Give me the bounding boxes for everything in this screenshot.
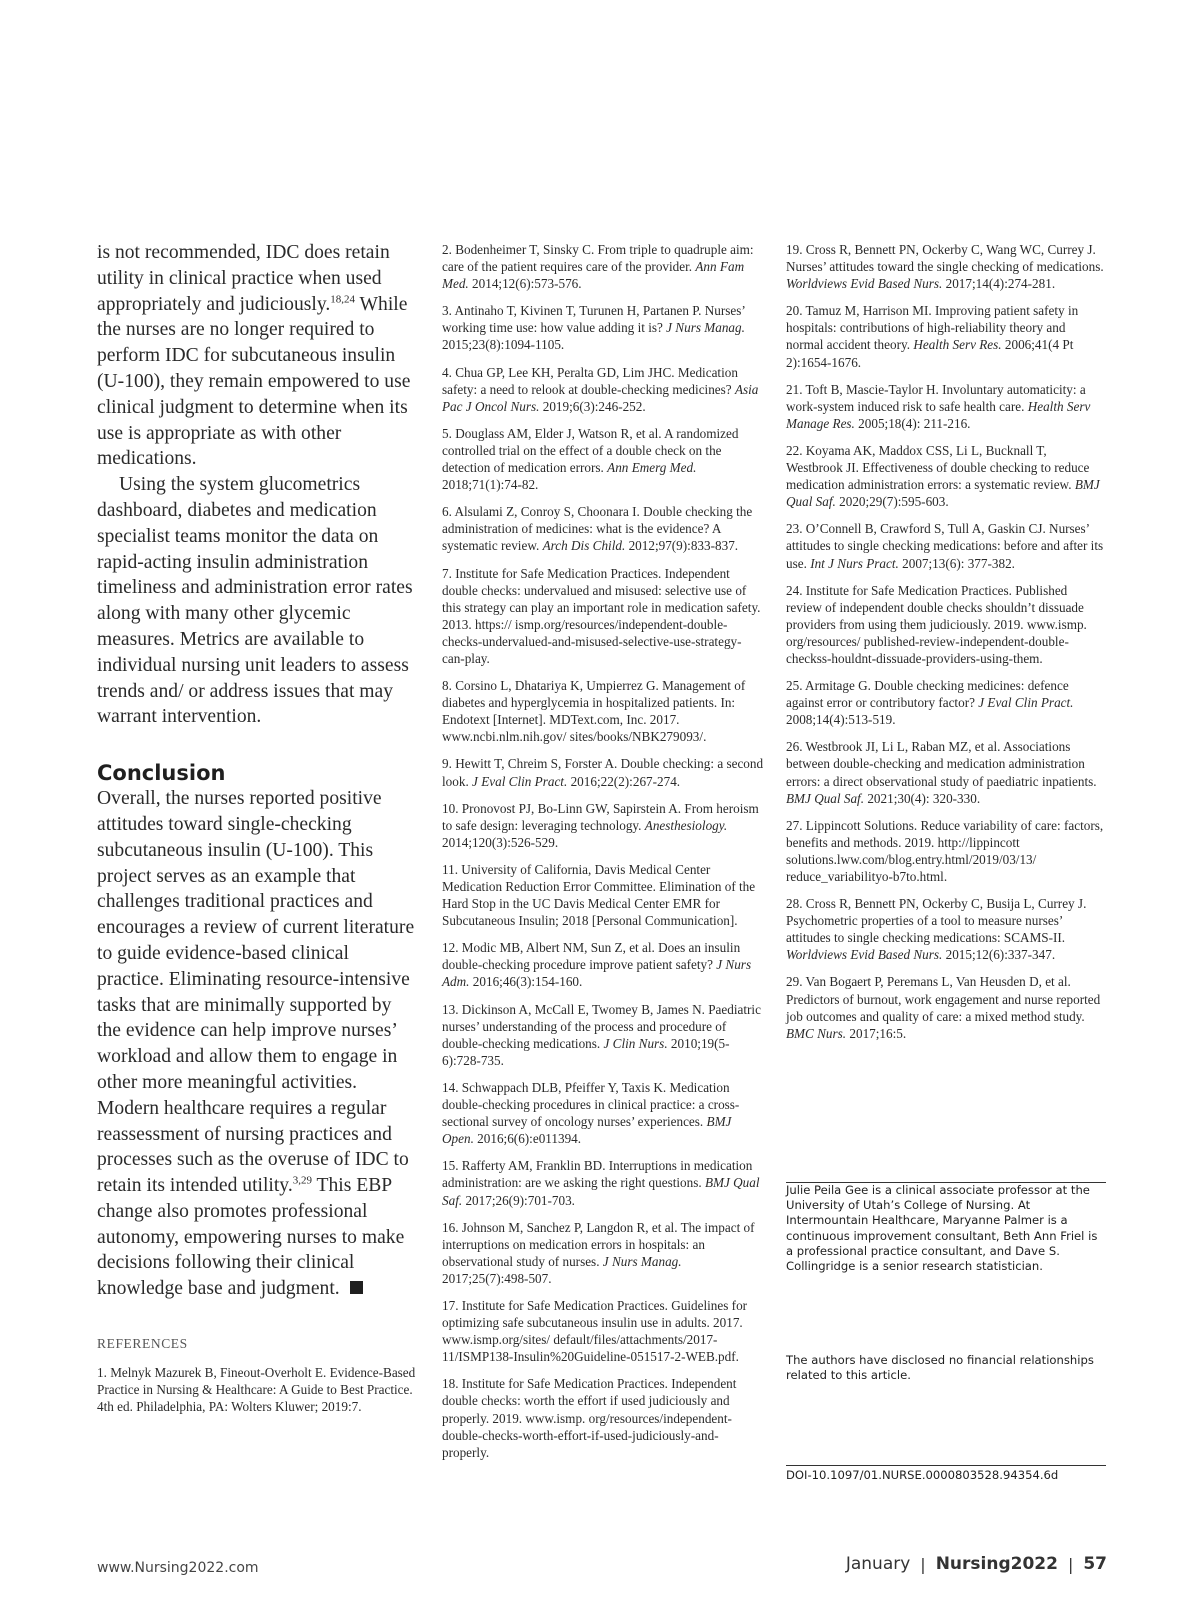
references-list-col1	[97, 1364, 419, 1415]
reference-item: 24. Institute for Safe Medication Practices. Published review of independent double checks shouldn’t dissuade providers from using them judiciously. 2019. www.ismp. org/resources/ published-review-independent-double-checkss-houldnt-dissuade-providers-using-them.	[786, 582, 1087, 666]
reference-item: 25. Armitage G. Double checking medicines: defence against error or contributory factor? J Eval Clin Pract. 2008;14(4):513-519.	[786, 678, 1074, 728]
conclusion-heading: Conclusion	[97, 761, 226, 786]
conclusion-paragraph: Overall, the nurses reported positive attitudes toward single-checking subcutaneous insulin (U-100). This project serves as an example that challenges traditional practices and encourages a review of current literature to guide evidence-based clinical practice. Eliminating resource-intensive tasks that are minimally supported by the evidence can help improve nurses’ workload and allow them to engage in other more meaningful activities. Modern healthcare requires a regular reassessment of nursing practices and processes such as the overuse of IDC to retain its intended utility.$^{3,29}$ This EBP change also promotes professional autonomy, empowering nurses to make decisions following their clinical knowledge base and judgment.	[97, 788, 415, 1300]
references-column-3	[786, 241, 1106, 1052]
journal-title: J Nurs Adm.	[442, 957, 752, 990]
paragraph-2: Using the system glucometrics dashboard, diabetes and medication specialist teams monitor the data on rapid-acting insulin administration timeliness and administration error rates along with many other glycemic measures. Metrics are available to individual nursing unit leaders to assess trends and/ or address issues that may warrant intervention.	[97, 474, 413, 728]
reference-item: 20. Tamuz M, Harrison MI. Improving patient safety in hospitals: contributions of high-reliability theory and normal accident theory. Health Serv Res. 2006;41(4 Pt 2):1654-1676.	[786, 303, 1079, 370]
reference-item: 29. Van Bogaert P, Peremans L, Van Heusden D, et al. Predictors of burnout, work engagement and nurse reported job outcomes and quality of care: a mixed method study. BMC Nurs. 2017;16:5.	[786, 974, 1101, 1041]
reference-item: 4. Chua GP, Lee KH, Peralta GD, Lim JHC. Medication safety: a need to relook at double-checking medicines? Asia Pac J Oncol Nurs. 2019;6(3):246-252.	[442, 364, 759, 414]
reference-item: 22. Koyama AK, Maddox CSS, Li L, Bucknall T, Westbrook JI. Effectiveness of double checking to reduce medication administration errors: a systematic review. BMJ Qual Saf. 2020;29(7):595-603.	[786, 442, 1100, 510]
reference-item: 6. Alsulami Z, Conroy S, Choonara I. Double checking the administration of medicines: what is the evidence? A systematic review. Arch Dis Child. 2012;97(9):833-837.	[442, 504, 753, 554]
reference-item: 21. Toft B, Mascie-Taylor H. Involuntary automaticity: a work-system induced risk to safe health care. Health Serv Manage Res. 2005;18(4): 211-216.	[786, 381, 1091, 431]
journal-title: J Eval Clin Pract.	[978, 695, 1074, 711]
journal-title: J Eval Clin Pract.	[472, 773, 568, 789]
references-column-2	[442, 241, 764, 1471]
main-column	[97, 240, 419, 1425]
reference-item: 18. Institute for Safe Medication Practices. Independent double checks: worth the effort if used judiciously and properly. 2019. www.ismp. org/resources/independent-double-checks-worth-effort-if-used-judiciously-and-properly.	[442, 1376, 737, 1460]
reference-item: 14. Schwappach DLB, Pfeiffer Y, Taxis K. Medication double-checking procedures in clinical practice: a cross-sectional survey of oncology nurses’ experiences. BMJ Open. 2016;6(6):e011394.	[442, 1079, 740, 1147]
end-mark-square-icon	[350, 1281, 363, 1294]
reference-item: 7. Institute for Safe Medication Practices. Independent double checks: undervalued and misused: selective use of this strategy can play an important role in medication safety. 2013. https:// ismp.org/resources/independent-double-checks-undervalued-and-misused-selective-use-strategy-can-play.	[442, 565, 761, 666]
citation-superscript: 18,24	[330, 293, 355, 306]
reference-item: 11. University of California, Davis Medical Center Medication Reduction Error Committee. Elimination of the Hard Stop in the UC Davis Medical Center EMR for Subcutaneous Insulin; 2018 [Personal Communication].	[442, 861, 756, 929]
paragraph-1: is not recommended, IDC does retain utility in clinical practice when used appropriately and judiciously.$^{18,24}$ While the nurses are no longer required to perform IDC for subcutaneous insulin (U-100), they remain empowered to use clinical judgment to determine when its use is appropriate as with other medications.	[97, 242, 411, 470]
references-heading: REFERENCES	[97, 1336, 188, 1352]
reference-item: 1. Melnyk Mazurek B, Fineout-Overholt E. Evidence-Based Practice in Nursing & Healthcare: A Guide to Best Practice. 4th ed. Philadelphia, PA: Wolters Kluwer; 2019:7.	[97, 1365, 416, 1415]
reference-item: 27. Lippincott Solutions. Reduce variability of care: factors, benefits and methods. 2019. http://lippincott solutions.lww.com/blog.entry.html/2019/03/13/ reduce_variabilityo-b7to.html.	[786, 817, 1104, 884]
footer-publication: Nursing2022	[935, 1554, 1058, 1574]
reference-item: 8. Corsino L, Dhatariya K, Umpierrez G. Management of diabetes and hyperglycemia in hospitalized patients. In: Endotext [Internet]. MDText.com, Inc. 2017. www.ncbi.nlm.nih.gov/ sites/books/NBK279093/.	[442, 678, 746, 745]
journal-title: Int J Nurs Pract.	[810, 555, 899, 571]
reference-item: 28. Cross R, Bennett PN, Ockerby C, Busija L, Currey J. Psychometric properties of a tool to measure nurses’ attitudes to single checking medications: SCAMS-II. Worldviews Evid Based Nurs. 2015;12(6):337-347.	[786, 896, 1087, 963]
reference-item: 12. Modic MB, Albert NM, Sun Z, et al. Does an insulin double-checking procedure improve patient safety? J Nurs Adm. 2016;46(3):154-160.	[442, 940, 752, 990]
journal-title: Anesthesiology.	[644, 817, 728, 833]
journal-title: Worldviews Evid Based Nurs.	[786, 947, 943, 963]
doi: DOI-10.1097/01.NURSE.0000803528.94354.6d	[786, 1468, 1059, 1482]
footer-separator: |	[1067, 1554, 1074, 1574]
journal-title: Ann Emerg Med.	[607, 460, 697, 476]
reference-item: 19. Cross R, Bennett PN, Ockerby C, Wang WC, Currey J. Nurses’ attitudes toward the single checking of medications. Worldviews Evid Based Nurs. 2017;14(4):274-281.	[786, 242, 1104, 292]
journal-title: Asia Pac J Oncol Nurs.	[442, 381, 759, 414]
conclusion-text	[97, 786, 419, 1302]
reference-item: 15. Rafferty AM, Franklin BD. Interruptions in medication administration: are we asking the right questions. BMJ Qual Saf. 2017;26(9):701-703.	[442, 1158, 760, 1208]
journal-title: Health Serv Manage Res.	[786, 398, 1091, 431]
footer-separator: |	[920, 1554, 926, 1574]
reference-item: 3. Antinaho T, Kivinen T, Turunen H, Partanen P. Nurses’ working time use: how value adding it is? J Nurs Manag. 2015;23(8):1094-1105.	[442, 303, 745, 353]
journal-title: Ann Fam Med.	[442, 259, 745, 292]
journal-title: BMJ Qual Saf.	[786, 790, 865, 806]
journal-title: Arch Dis Child.	[542, 538, 626, 554]
reference-item: 23. O’Connell B, Crawford S, Tull A, Gaskin CJ. Nurses’ attitudes to single checking medications: before and after its use. Int J Nurs Pract. 2007;13(6): 377-382.	[786, 521, 1104, 571]
journal-title: BMJ Qual Saf.	[786, 477, 1100, 510]
journal-title: J Nurs Manag.	[666, 320, 745, 336]
footer-folio	[846, 1554, 1107, 1574]
reference-item: 26. Westbrook JI, Li L, Raban MZ, et al. Associations between double-checking and medication administration errors: a direct observational study of paediatric inpatients. BMJ Qual Saf. 2021;30(4): 320-330.	[786, 739, 1097, 806]
author-bio: Julie Peila Gee is a clinical associate professor at the University of Utah’s College of Nursing. At Intermountain Healthcare, Maryanne Palmer is a continuous improvement consultant, Beth Ann Friel is a professional practice consultant, and Dave S. Collingridge is a senior research statistician.	[786, 1183, 1098, 1274]
journal-title: BMJ Qual Saf.	[442, 1175, 760, 1208]
disclosure: The authors have disclosed no financial relationships related to this article.	[786, 1353, 1094, 1383]
reference-item: 13. Dickinson A, McCall E, Twomey B, James N. Paediatric nurses’ understanding of the process and procedure of double-checking medications. J Clin Nurs. 2010;19(5-6):728-735.	[442, 1001, 761, 1068]
journal-title: BMJ Open.	[442, 1114, 732, 1147]
footer-website: www.Nursing2022.com	[97, 1560, 259, 1576]
reference-item: 16. Johnson M, Sanchez P, Langdon R, et al. The impact of interruptions on medication errors in hospitals: an observational study of nurses. J Nurs Manag. 2017;25(7):498-507.	[442, 1219, 755, 1286]
footer-month: January	[845, 1554, 911, 1574]
citation-superscript: 3,29	[292, 1174, 312, 1187]
reference-item: 17. Institute for Safe Medication Practices. Guidelines for optimizing safe subcutaneous insulin use in adults. 2017. www.ismp.org/sites/ default/files/attachments/2017-11/ISMP138-Insulin%20Guideline-051517-2-WEB.pdf.	[442, 1297, 748, 1365]
journal-title: Health Serv Res.	[913, 337, 1002, 353]
journal-title: J Clin Nurs.	[603, 1035, 668, 1051]
reference-item: 2. Bodenheimer T, Sinsky C. From triple to quadruple aim: care of the patient requires care of the provider. Ann Fam Med. 2014;12(6):573-576.	[442, 242, 754, 292]
journal-title: BMC Nurs.	[786, 1025, 847, 1041]
page-number: 57	[1083, 1554, 1107, 1574]
reference-item: 5. Douglass AM, Elder J, Watson R, et al. A randomized controlled trial on the effect of a double check on the detection of medication errors. Ann Emerg Med. 2018;71(1):74-82.	[442, 425, 739, 493]
body-text	[97, 240, 419, 730]
journal-title: Worldviews Evid Based Nurs.	[786, 276, 943, 292]
journal-title: J Nurs Manag.	[602, 1253, 682, 1269]
doi-divider	[786, 1465, 1106, 1466]
reference-item: 9. Hewitt T, Chreim S, Forster A. Double checking: a second look. J Eval Clin Pract. 2016;22(2):267-274.	[442, 756, 764, 789]
reference-item: 10. Pronovost PJ, Bo-Linn GW, Sapirstein A. From heroism to safe design: leveraging technology. Anesthesiology. 2014;120(3):526-529.	[442, 800, 759, 850]
